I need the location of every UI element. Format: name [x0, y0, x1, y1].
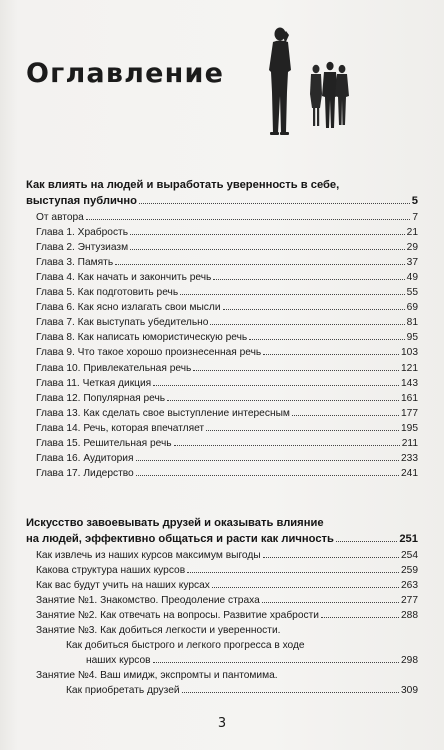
toc-entry[interactable] — [26, 593, 418, 608]
dot-leader — [174, 445, 400, 446]
section-1-heading[interactable] — [26, 178, 418, 210]
toc-entry-title: Как извлечь из наших курсов максимум выгоды — [36, 549, 261, 561]
dot-leader — [167, 400, 399, 401]
section-2-heading-line2: на людей, эффективно общаться и расти как личность — [26, 532, 334, 545]
toc-entry-title: От автора — [36, 211, 84, 223]
toc-entry-page: 95 — [406, 332, 418, 344]
toc-entry[interactable] — [26, 300, 418, 315]
toc-entry[interactable] — [26, 668, 418, 683]
toc-entry-title: Занятие №4. Ваш имидж, экспромты и пантомима. — [36, 670, 278, 682]
toc-entry[interactable] — [26, 285, 418, 300]
section-1-heading-line2: выступая публично — [26, 194, 137, 207]
toc-entry[interactable] — [26, 623, 418, 638]
toc-entry-page: 69 — [406, 302, 418, 314]
toc-entry-page: 277 — [401, 594, 418, 606]
toc-entry[interactable] — [26, 225, 418, 240]
toc-entry[interactable] — [26, 436, 418, 451]
dot-leader — [292, 415, 399, 416]
toc-entry-title: Глава 2. Энтузиазм — [36, 241, 129, 253]
toc-entry[interactable] — [26, 240, 418, 255]
toc-entry[interactable] — [26, 270, 418, 285]
toc-entry-title: Занятие №3. Как добиться легкости и уверенности. — [36, 625, 281, 637]
toc-entry[interactable] — [26, 683, 418, 698]
toc-entry-title: Глава 8. Как написать юмористическую речь — [36, 332, 248, 344]
toc-entry[interactable] — [26, 345, 418, 360]
toc-entry-title: Как добиться быстрого и легкого прогресса в ходе — [66, 640, 305, 652]
toc-entry-page: 49 — [406, 271, 418, 283]
toc-entry-page: 121 — [401, 362, 418, 374]
toc-entry-page: 263 — [401, 579, 418, 591]
toc-entry-page: 37 — [406, 256, 418, 268]
dot-leader — [153, 385, 399, 386]
toc-entry-title: Глава 10. Привлекательная речь — [36, 362, 192, 374]
toc-entry-page: 143 — [401, 377, 418, 389]
toc-entry-title: Глава 16. Аудитория — [36, 453, 134, 465]
toc-entry[interactable] — [26, 563, 418, 578]
toc-entry[interactable] — [26, 421, 418, 436]
dot-leader — [130, 234, 405, 235]
dot-leader — [263, 557, 399, 558]
dot-leader — [193, 370, 399, 371]
toc-entry[interactable] — [26, 578, 418, 593]
dot-leader — [262, 602, 399, 603]
toc-entry[interactable] — [26, 330, 418, 345]
toc-entry[interactable] — [26, 653, 418, 668]
section-1-heading-line1: Как влиять на людей и выработать уверенность в себе, — [26, 179, 340, 191]
dot-leader — [213, 279, 404, 280]
toc-entry[interactable] — [26, 315, 418, 330]
toc-entry-page: 254 — [401, 549, 418, 561]
toc-entry-title: Занятие №2. Как отвечать на вопросы. Развитие храбрости — [36, 609, 319, 621]
toc-entry-title: Какова структура наших курсов — [36, 564, 186, 576]
page-number: 3 — [217, 716, 227, 731]
dot-leader — [263, 354, 399, 355]
section-1-heading-page: 5 — [411, 194, 418, 207]
toc-entry-title: Глава 11. Четкая дикция — [36, 377, 152, 389]
toc-entry-page: 21 — [406, 226, 418, 238]
dot-leader — [187, 572, 399, 573]
section-1-entries — [26, 210, 418, 482]
dot-leader — [136, 460, 399, 461]
toc-entry-title: Глава 1. Храбрость — [36, 226, 129, 238]
section-2-heading[interactable] — [26, 516, 418, 548]
page-title: Оглавление — [26, 58, 225, 89]
toc-entry[interactable] — [26, 361, 418, 376]
dot-leader — [153, 662, 399, 663]
toc-entry-title: Глава 3. Память — [36, 256, 114, 268]
toc-section-2 — [26, 516, 418, 699]
dot-leader — [321, 617, 399, 618]
business-people-illustration — [258, 22, 368, 140]
toc-entry-title: Глава 12. Популярная речь — [36, 392, 166, 404]
toc-entry-page: 233 — [401, 453, 418, 465]
dot-leader — [115, 264, 404, 265]
toc-entry-title: Глава 6. Как ясно излагать свои мысли — [36, 302, 221, 314]
section-2-heading-line1: Искусство завоевывать друзей и оказывать влияние — [26, 517, 324, 529]
toc-entry-title: Как приобретать друзей — [66, 685, 180, 697]
toc-entry-page: 298 — [401, 655, 418, 667]
toc-entry[interactable] — [26, 391, 418, 406]
toc-entry-page: 177 — [401, 407, 418, 419]
toc-entry-title: Глава 5. Как подготовить речь — [36, 287, 179, 299]
toc-entry-page: 288 — [401, 609, 418, 621]
toc-entry-page: 241 — [401, 468, 418, 480]
dot-leader — [206, 430, 399, 431]
toc-entry-title: Глава 9. Что такое хорошо произнесенная речь — [36, 347, 262, 359]
toc-entry-page: 195 — [401, 422, 418, 434]
toc-entry-title: Глава 13. Как сделать свое выступление интересным — [36, 407, 290, 419]
section-2-heading-page: 251 — [399, 532, 418, 545]
dot-leader — [136, 475, 399, 476]
toc-entry[interactable] — [26, 406, 418, 421]
toc-entry-title: Занятие №1. Знакомство. Преодоление страха — [36, 594, 260, 606]
toc-entry[interactable] — [26, 376, 418, 391]
toc-entry-title: Глава 15. Решительная речь — [36, 438, 172, 449]
toc-entry-title: Глава 17. Лидерство — [36, 468, 134, 480]
dot-leader — [249, 339, 404, 340]
dot-leader — [210, 324, 404, 325]
dot-leader — [212, 587, 399, 588]
toc-entry-page: 161 — [401, 392, 418, 404]
toc-entry[interactable] — [26, 548, 418, 563]
dot-leader — [139, 203, 410, 204]
toc-entry-title: наших курсов — [86, 655, 151, 667]
toc-entry[interactable] — [26, 210, 418, 225]
toc-entry-page: 259 — [401, 564, 418, 576]
dot-leader — [130, 249, 405, 250]
toc-entry-title: Глава 7. Как выступать убедительно — [36, 317, 209, 329]
dot-leader — [86, 219, 411, 220]
toc-entry-page: 55 — [406, 287, 418, 299]
toc-entry[interactable] — [26, 638, 418, 653]
toc-entry-page: 211 — [401, 438, 418, 449]
toc-entry[interactable] — [26, 451, 418, 466]
toc-entry-title: Глава 4. Как начать и закончить речь — [36, 271, 212, 283]
toc-entry-title: Глава 14. Речь, которая впечатляет — [36, 422, 205, 434]
toc-entry-page: 103 — [401, 347, 418, 359]
toc-entry-page: 309 — [401, 685, 418, 697]
toc-entry-page: 81 — [406, 317, 418, 329]
toc-section-1 — [26, 178, 418, 481]
section-2-entries — [26, 548, 418, 699]
toc-entry-page: 29 — [406, 241, 418, 253]
toc-entry[interactable] — [26, 466, 418, 481]
dot-leader — [182, 692, 399, 693]
toc-entry-page: 7 — [412, 211, 418, 223]
toc-entry[interactable] — [26, 255, 418, 270]
dot-leader — [223, 309, 405, 310]
dot-leader — [336, 541, 397, 542]
toc-entry[interactable] — [26, 608, 418, 623]
toc-entry-title: Как вас будут учить на наших курсах — [36, 579, 210, 591]
dot-leader — [180, 294, 405, 295]
